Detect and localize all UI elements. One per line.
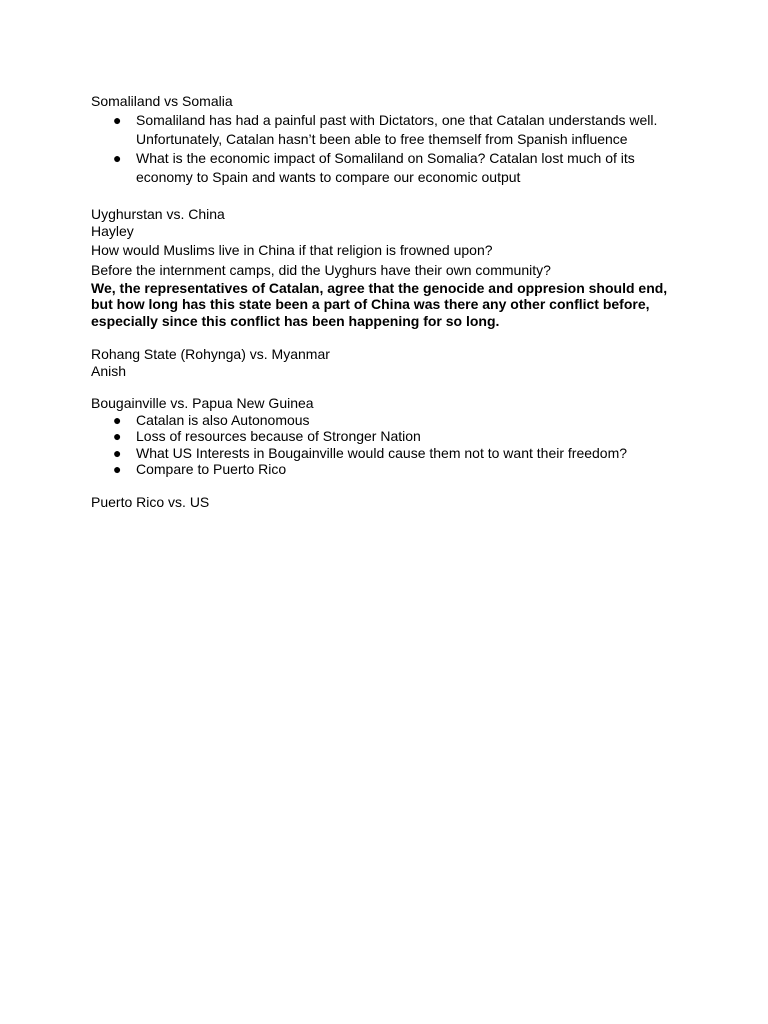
list-item-text: Loss of resources because of Stronger Nation — [136, 428, 421, 444]
bullet-list — [91, 111, 681, 187]
section-heading: Rohang State (Rohynga) vs. Myanmar — [91, 346, 330, 362]
list-item — [91, 461, 681, 478]
list-item-text: Unfortunately, Catalan hasn’t been able to free themself from Spanish influence — [136, 131, 628, 147]
assignee-name: Hayley — [91, 222, 134, 239]
list-item — [91, 111, 681, 149]
list-item — [91, 412, 681, 429]
document-body — [91, 92, 681, 510]
list-item-text: economy to Spain and wants to compare our economic output — [136, 169, 521, 185]
list-item-text: Compare to Puerto Rico — [136, 461, 287, 477]
statement-text: We, the representatives of Catalan, agree that the genocide and oppresion should end, but how long has this state been a part of China was there any other conflict before, especially since this conflict has been happening for so long. — [91, 279, 668, 329]
question-text: How would Muslims live in China if that religion is frowned upon? — [91, 241, 493, 258]
section-puerto-rico — [91, 494, 681, 511]
bullet-icon: ● — [113, 150, 122, 166]
question-text: Before the internment camps, did the Uyghurs have their own community? — [91, 261, 551, 278]
section-heading: Puerto Rico vs. US — [91, 493, 210, 510]
list-item — [91, 445, 681, 462]
list-item-text: Catalan is also Autonomous — [136, 411, 310, 428]
section-heading: Uyghurstan vs. China — [91, 206, 225, 222]
section-rohang — [91, 346, 681, 379]
list-item-text: What US Interests in Bougainville would cause them not to want their freedom? — [136, 444, 628, 461]
list-item-text: What is the economic impact of Somaliland on Somalia? Catalan lost much of its — [136, 150, 635, 166]
list-item — [91, 428, 681, 445]
section-heading: Somaliland vs Somalia — [91, 93, 233, 109]
assignee-name: Anish — [91, 362, 127, 379]
bullet-icon: ● — [113, 461, 122, 477]
list-item — [91, 149, 681, 187]
section-uyghurstan — [91, 206, 681, 329]
bullet-icon: ● — [113, 444, 122, 461]
list-item-text: Somaliland has had a painful past with Dictators, one that Catalan understands well. — [136, 112, 658, 128]
section-somaliland — [91, 92, 681, 187]
bullet-icon: ● — [113, 411, 122, 428]
section-heading: Bougainville vs. Papua New Guinea — [91, 395, 314, 411]
bullet-icon: ● — [113, 112, 122, 128]
section-bougainville — [91, 395, 681, 478]
bullet-list — [91, 412, 681, 478]
bullet-icon: ● — [113, 428, 122, 444]
